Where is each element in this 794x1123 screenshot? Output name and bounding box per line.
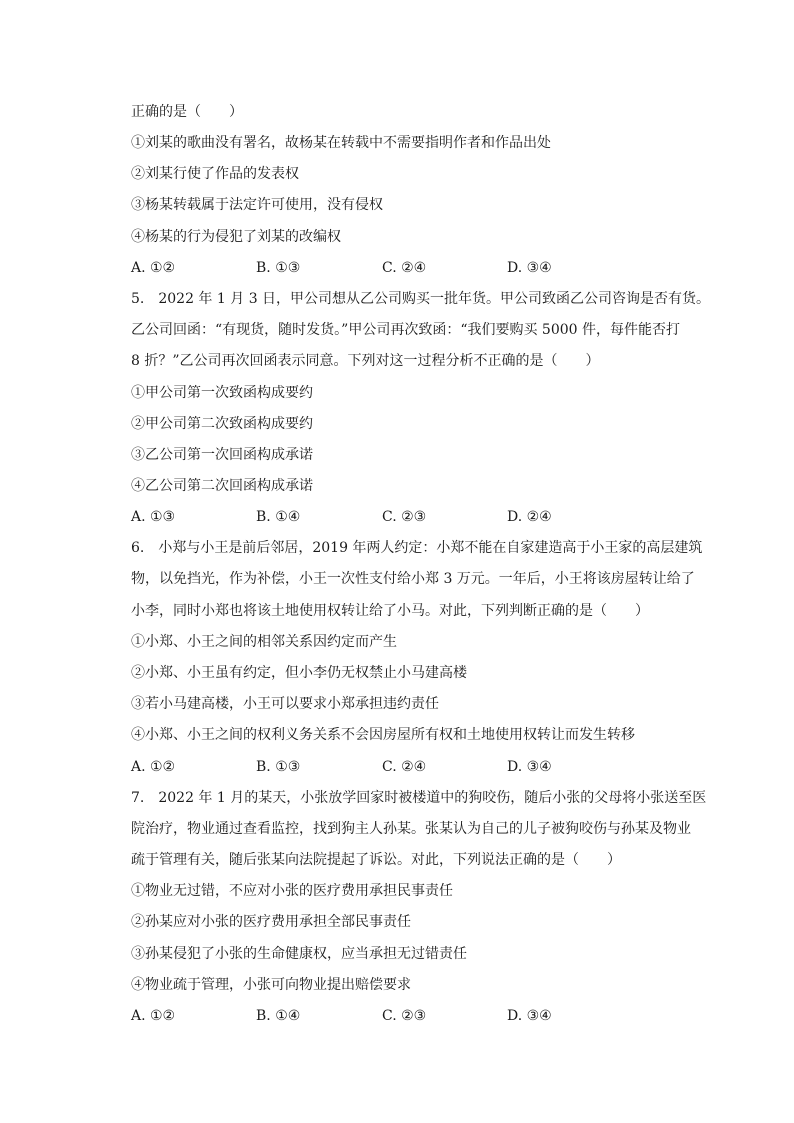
q4-option-4: ④杨某的行为侵犯了刘某的改编权 (131, 229, 341, 245)
q4-choice-b[interactable]: B. ①③ (256, 260, 301, 276)
q6-option-2: ②小郑、小王虽有约定，但小李仍无权禁止小马建高楼 (131, 665, 467, 681)
q6-option-4: ④小郑、小王之间的权利义务关系不会因房屋所有权和土地使用权转让而发生转移 (131, 727, 635, 743)
q7-choice-d[interactable]: D. ③④ (507, 1008, 552, 1024)
q7-choices (131, 1007, 631, 1025)
q7-option-4: ④物业疏于管理，小张可向物业提出赔偿要求 (131, 977, 411, 993)
q4-stem-tail: 正确的是（ ） (131, 104, 243, 120)
q7-stem-line-1: 7. 2022 年 1 月的某天，小张放学回家时被楼道中的狗咬伤，随后小张的父母将小张送至医 (131, 790, 707, 806)
q5-stem-line-1: 5. 2022 年 1 月 3 日，甲公司想从乙公司购买一批年货。甲公司致函乙公司咨询是否有货。 (131, 291, 711, 307)
q6-option-3: ③若小马建高楼，小王可以要求小郑承担违约责任 (131, 696, 439, 712)
q4-choice-a[interactable]: A. ①② (131, 260, 176, 276)
q6-stem-line-1: 6. 小郑与小王是前后邻居，2019 年两人约定：小郑不能在自家建造高于小王家的高层建筑 (131, 540, 703, 556)
q4-choice-d[interactable]: D. ③④ (507, 260, 552, 276)
q5-choices (131, 508, 631, 526)
q5-choice-d[interactable]: D. ②④ (507, 509, 552, 525)
q6-choice-d[interactable]: D. ③④ (507, 759, 552, 775)
q6-choice-b[interactable]: B. ①③ (256, 759, 301, 775)
q5-choice-a[interactable]: A. ①③ (131, 509, 176, 525)
q5-option-3: ③乙公司第一次回函构成承诺 (131, 447, 313, 463)
q5-choice-b[interactable]: B. ①④ (256, 509, 301, 525)
q5-stem-line-3: 8 折？”乙公司再次回函表示同意。下列对这一过程分析不正确的是（ ） (131, 353, 600, 369)
q6-choices (131, 758, 631, 776)
q6-choice-c[interactable]: C. ②④ (382, 759, 427, 775)
q7-option-2: ②孙某应对小张的医疗费用承担全部民事责任 (131, 914, 411, 930)
q6-stem-line-2: 物，以免挡光，作为补偿，小王一次性支付给小郑 3 万元。一年后，小王将该房屋转让给了 (131, 571, 695, 587)
q7-choice-b[interactable]: B. ①④ (256, 1008, 301, 1024)
q7-choice-c[interactable]: C. ②③ (382, 1008, 427, 1024)
q4-option-3: ③杨某转载属于法定许可使用，没有侵权 (131, 197, 383, 213)
q7-option-3: ③孙某侵犯了小张的生命健康权，应当承担无过错责任 (131, 946, 467, 962)
q5-option-1: ①甲公司第一次致函构成要约 (131, 385, 313, 401)
q7-stem-line-2: 院治疗，物业通过查看监控，找到狗主人孙某。张某认为自己的儿子被狗咬伤与孙某及物业 (131, 821, 691, 837)
q4-choice-c[interactable]: C. ②④ (382, 260, 427, 276)
q7-stem-line-3: 疏于管理有关，随后张某向法院提起了诉讼。对此，下列说法正确的是（ ） (131, 852, 621, 868)
q5-choice-c[interactable]: C. ②③ (382, 509, 427, 525)
q4-option-1: ①刘某的歌曲没有署名，故杨某在转载中不需要指明作者和作品出处 (131, 135, 551, 151)
q5-stem-line-2: 乙公司回函：“有现货，随时发货。”甲公司再次致函：“我们要购买 5000 件，每件能否打 (131, 322, 680, 338)
q5-option-4: ④乙公司第二次回函构成承诺 (131, 478, 313, 494)
q5-option-2: ②甲公司第二次致函构成要约 (131, 416, 313, 432)
q4-option-2: ②刘某行使了作品的发表权 (131, 166, 299, 182)
q4-choices (131, 259, 631, 277)
q6-choice-a[interactable]: A. ①② (131, 759, 176, 775)
q6-stem-line-3: 小李，同时小郑也将该土地使用权转让给了小马。对此，下列判断正确的是（ ） (131, 603, 649, 619)
q6-option-1: ①小郑、小王之间的相邻关系因约定而产生 (131, 634, 397, 650)
q7-choice-a[interactable]: A. ①② (131, 1008, 176, 1024)
q7-option-1: ①物业无过错，不应对小张的医疗费用承担民事责任 (131, 883, 453, 899)
